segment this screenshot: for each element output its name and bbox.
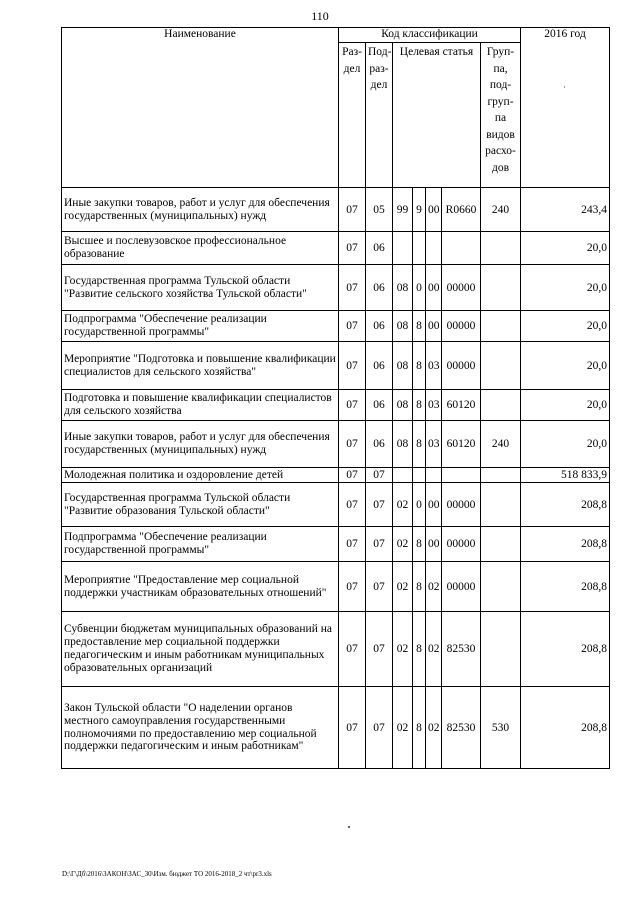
row-amount: 20,0 [521, 311, 610, 342]
row-target-event [426, 232, 442, 265]
row-podrazdel: 06 [366, 265, 393, 311]
row-razdel: 07 [339, 562, 366, 612]
row-target-program: 08 [393, 311, 413, 342]
table-row [62, 265, 610, 311]
scan-speck [564, 86, 565, 88]
row-podrazdel: 06 [366, 232, 393, 265]
row-target-subprogram [413, 232, 426, 265]
row-target-program: 08 [393, 265, 413, 311]
row-name: Мероприятие "Предоставление мер социальной поддержки участникам образовательных отношений" [62, 562, 339, 612]
table-row [62, 562, 610, 612]
header-target: Целевая статья [393, 43, 481, 188]
row-target-subprogram: 8 [413, 562, 426, 612]
row-expense-group: 240 [481, 421, 521, 468]
row-target-event: 02 [426, 612, 442, 687]
row-name: Закон Тульской области "О наделении органов местного самоуправления государственными полномочиями по предоставлению мер социальной поддержки педагогическим и иным работникам" [62, 687, 339, 769]
row-target-subprogram: 8 [413, 612, 426, 687]
row-amount: 518 833,9 [521, 468, 610, 483]
header-razdel: Раз- дел [339, 43, 366, 188]
row-amount: 20,0 [521, 390, 610, 421]
row-expense-group [481, 342, 521, 390]
table-row [62, 390, 610, 421]
row-podrazdel: 07 [366, 687, 393, 769]
budget-table [61, 27, 610, 769]
row-name: Иные закупки товаров, работ и услуг для обеспечения государственных (муниципальных) нужд [62, 421, 339, 468]
row-target-direction [442, 232, 481, 265]
row-target-program: 02 [393, 527, 413, 562]
row-target-program: 08 [393, 342, 413, 390]
row-target-event: 03 [426, 390, 442, 421]
row-target-program: 02 [393, 687, 413, 769]
table-row [62, 342, 610, 390]
row-target-program: 02 [393, 612, 413, 687]
row-target-subprogram: 0 [413, 265, 426, 311]
row-target-subprogram [413, 468, 426, 483]
row-expense-group [481, 468, 521, 483]
row-target-event: 02 [426, 562, 442, 612]
row-expense-group [481, 483, 521, 527]
row-name: Высшее и послевузовское профессиональное образование [62, 232, 339, 265]
row-target-subprogram: 8 [413, 390, 426, 421]
table-row [62, 421, 610, 468]
row-target-event: 00 [426, 483, 442, 527]
row-target-event: 03 [426, 421, 442, 468]
row-expense-group [481, 527, 521, 562]
row-target-direction: 00000 [442, 483, 481, 527]
row-target-program: 08 [393, 390, 413, 421]
row-amount: 20,0 [521, 342, 610, 390]
table-row [62, 612, 610, 687]
row-target-direction: R0660 [442, 188, 481, 232]
table-row [62, 483, 610, 527]
row-target-direction: 00000 [442, 311, 481, 342]
row-target-subprogram: 8 [413, 311, 426, 342]
table-row [62, 687, 610, 769]
header-group: Груп- па, под- груп- па видов расхо- дов [481, 43, 521, 188]
row-target-direction: 00000 [442, 265, 481, 311]
table-body [62, 188, 610, 769]
row-target-event [426, 468, 442, 483]
row-target-direction: 60120 [442, 421, 481, 468]
row-target-direction [442, 468, 481, 483]
row-target-event: 00 [426, 311, 442, 342]
table-row [62, 232, 610, 265]
row-razdel: 07 [339, 468, 366, 483]
row-razdel: 07 [339, 527, 366, 562]
row-expense-group [481, 232, 521, 265]
row-target-direction: 00000 [442, 342, 481, 390]
row-expense-group: 530 [481, 687, 521, 769]
header-year: 2016 год [521, 28, 610, 188]
row-podrazdel: 07 [366, 612, 393, 687]
row-target-event: 00 [426, 188, 442, 232]
row-razdel: 07 [339, 687, 366, 769]
row-expense-group [481, 562, 521, 612]
table-row [62, 188, 610, 232]
row-razdel: 07 [339, 421, 366, 468]
row-razdel: 07 [339, 612, 366, 687]
row-name: Подпрограмма "Обеспечение реализации государственной программы" [62, 311, 339, 342]
row-target-program [393, 232, 413, 265]
row-name: Подготовка и повышение квалификации специалистов для сельского хозяйства [62, 390, 339, 421]
scan-speck [348, 826, 350, 828]
row-podrazdel: 06 [366, 311, 393, 342]
row-amount: 20,0 [521, 232, 610, 265]
row-target-direction: 00000 [442, 562, 481, 612]
row-podrazdel: 07 [366, 483, 393, 527]
row-razdel: 07 [339, 265, 366, 311]
row-amount: 208,8 [521, 483, 610, 527]
row-podrazdel: 07 [366, 562, 393, 612]
table-row [62, 311, 610, 342]
page-number: 110 [311, 9, 329, 23]
row-target-event: 00 [426, 527, 442, 562]
row-target-subprogram: 8 [413, 527, 426, 562]
row-target-event: 00 [426, 265, 442, 311]
row-expense-group [481, 612, 521, 687]
row-target-program: 08 [393, 421, 413, 468]
row-target-direction: 60120 [442, 390, 481, 421]
row-name: Подпрограмма "Обеспечение реализации государственной программы" [62, 527, 339, 562]
row-razdel: 07 [339, 390, 366, 421]
row-name: Субвенции бюджетам муниципальных образований на предоставление мер социальной поддержки педагогическим и иным работникам муниципальных образовательных организаций [62, 612, 339, 687]
row-name: Государственная программа Тульской области "Развитие сельского хозяйства Тульской области" [62, 265, 339, 311]
row-expense-group: 240 [481, 188, 521, 232]
row-target-subprogram: 8 [413, 421, 426, 468]
header-podrazdel: Под- раз- дел [366, 43, 393, 188]
row-name: Иные закупки товаров, работ и услуг для обеспечения государственных (муниципальных) нужд [62, 188, 339, 232]
header-code: Код классификации [339, 28, 521, 43]
row-target-program: 99 [393, 188, 413, 232]
row-target-program [393, 468, 413, 483]
row-expense-group [481, 311, 521, 342]
row-razdel: 07 [339, 232, 366, 265]
row-expense-group [481, 390, 521, 421]
row-target-direction: 00000 [442, 527, 481, 562]
row-amount: 20,0 [521, 421, 610, 468]
row-podrazdel: 07 [366, 527, 393, 562]
row-name: Мероприятие "Подготовка и повышение квалификации специалистов для сельского хозяйства" [62, 342, 339, 390]
row-amount: 208,8 [521, 527, 610, 562]
row-target-event: 03 [426, 342, 442, 390]
table-row [62, 527, 610, 562]
row-podrazdel: 06 [366, 342, 393, 390]
row-amount: 243,4 [521, 188, 610, 232]
row-amount: 20,0 [521, 265, 610, 311]
row-target-event: 02 [426, 687, 442, 769]
row-amount: 208,8 [521, 562, 610, 612]
file-path-footer: D:\Г\Дб\2016\ЗАКОН\ЗАС_30\Изм. бюджет ТО 2016-2018_2 чт\pr3.xls [62, 870, 272, 878]
row-target-direction: 82530 [442, 687, 481, 769]
table-row [62, 468, 610, 483]
row-podrazdel: 05 [366, 188, 393, 232]
header-name: Наименование [62, 28, 339, 188]
row-name: Молодежная политика и оздоровление детей [62, 468, 339, 483]
row-target-program: 02 [393, 562, 413, 612]
row-expense-group [481, 265, 521, 311]
row-target-subprogram: 0 [413, 483, 426, 527]
row-target-subprogram: 8 [413, 342, 426, 390]
row-podrazdel: 06 [366, 421, 393, 468]
row-target-subprogram: 9 [413, 188, 426, 232]
row-name: Государственная программа Тульской области "Развитие образования Тульской области" [62, 483, 339, 527]
row-amount: 208,8 [521, 612, 610, 687]
row-podrazdel: 07 [366, 468, 393, 483]
row-razdel: 07 [339, 483, 366, 527]
row-podrazdel: 06 [366, 390, 393, 421]
row-amount: 208,8 [521, 687, 610, 769]
row-target-direction: 82530 [442, 612, 481, 687]
row-razdel: 07 [339, 342, 366, 390]
row-razdel: 07 [339, 311, 366, 342]
row-target-program: 02 [393, 483, 413, 527]
row-razdel: 07 [339, 188, 366, 232]
row-target-subprogram: 8 [413, 687, 426, 769]
